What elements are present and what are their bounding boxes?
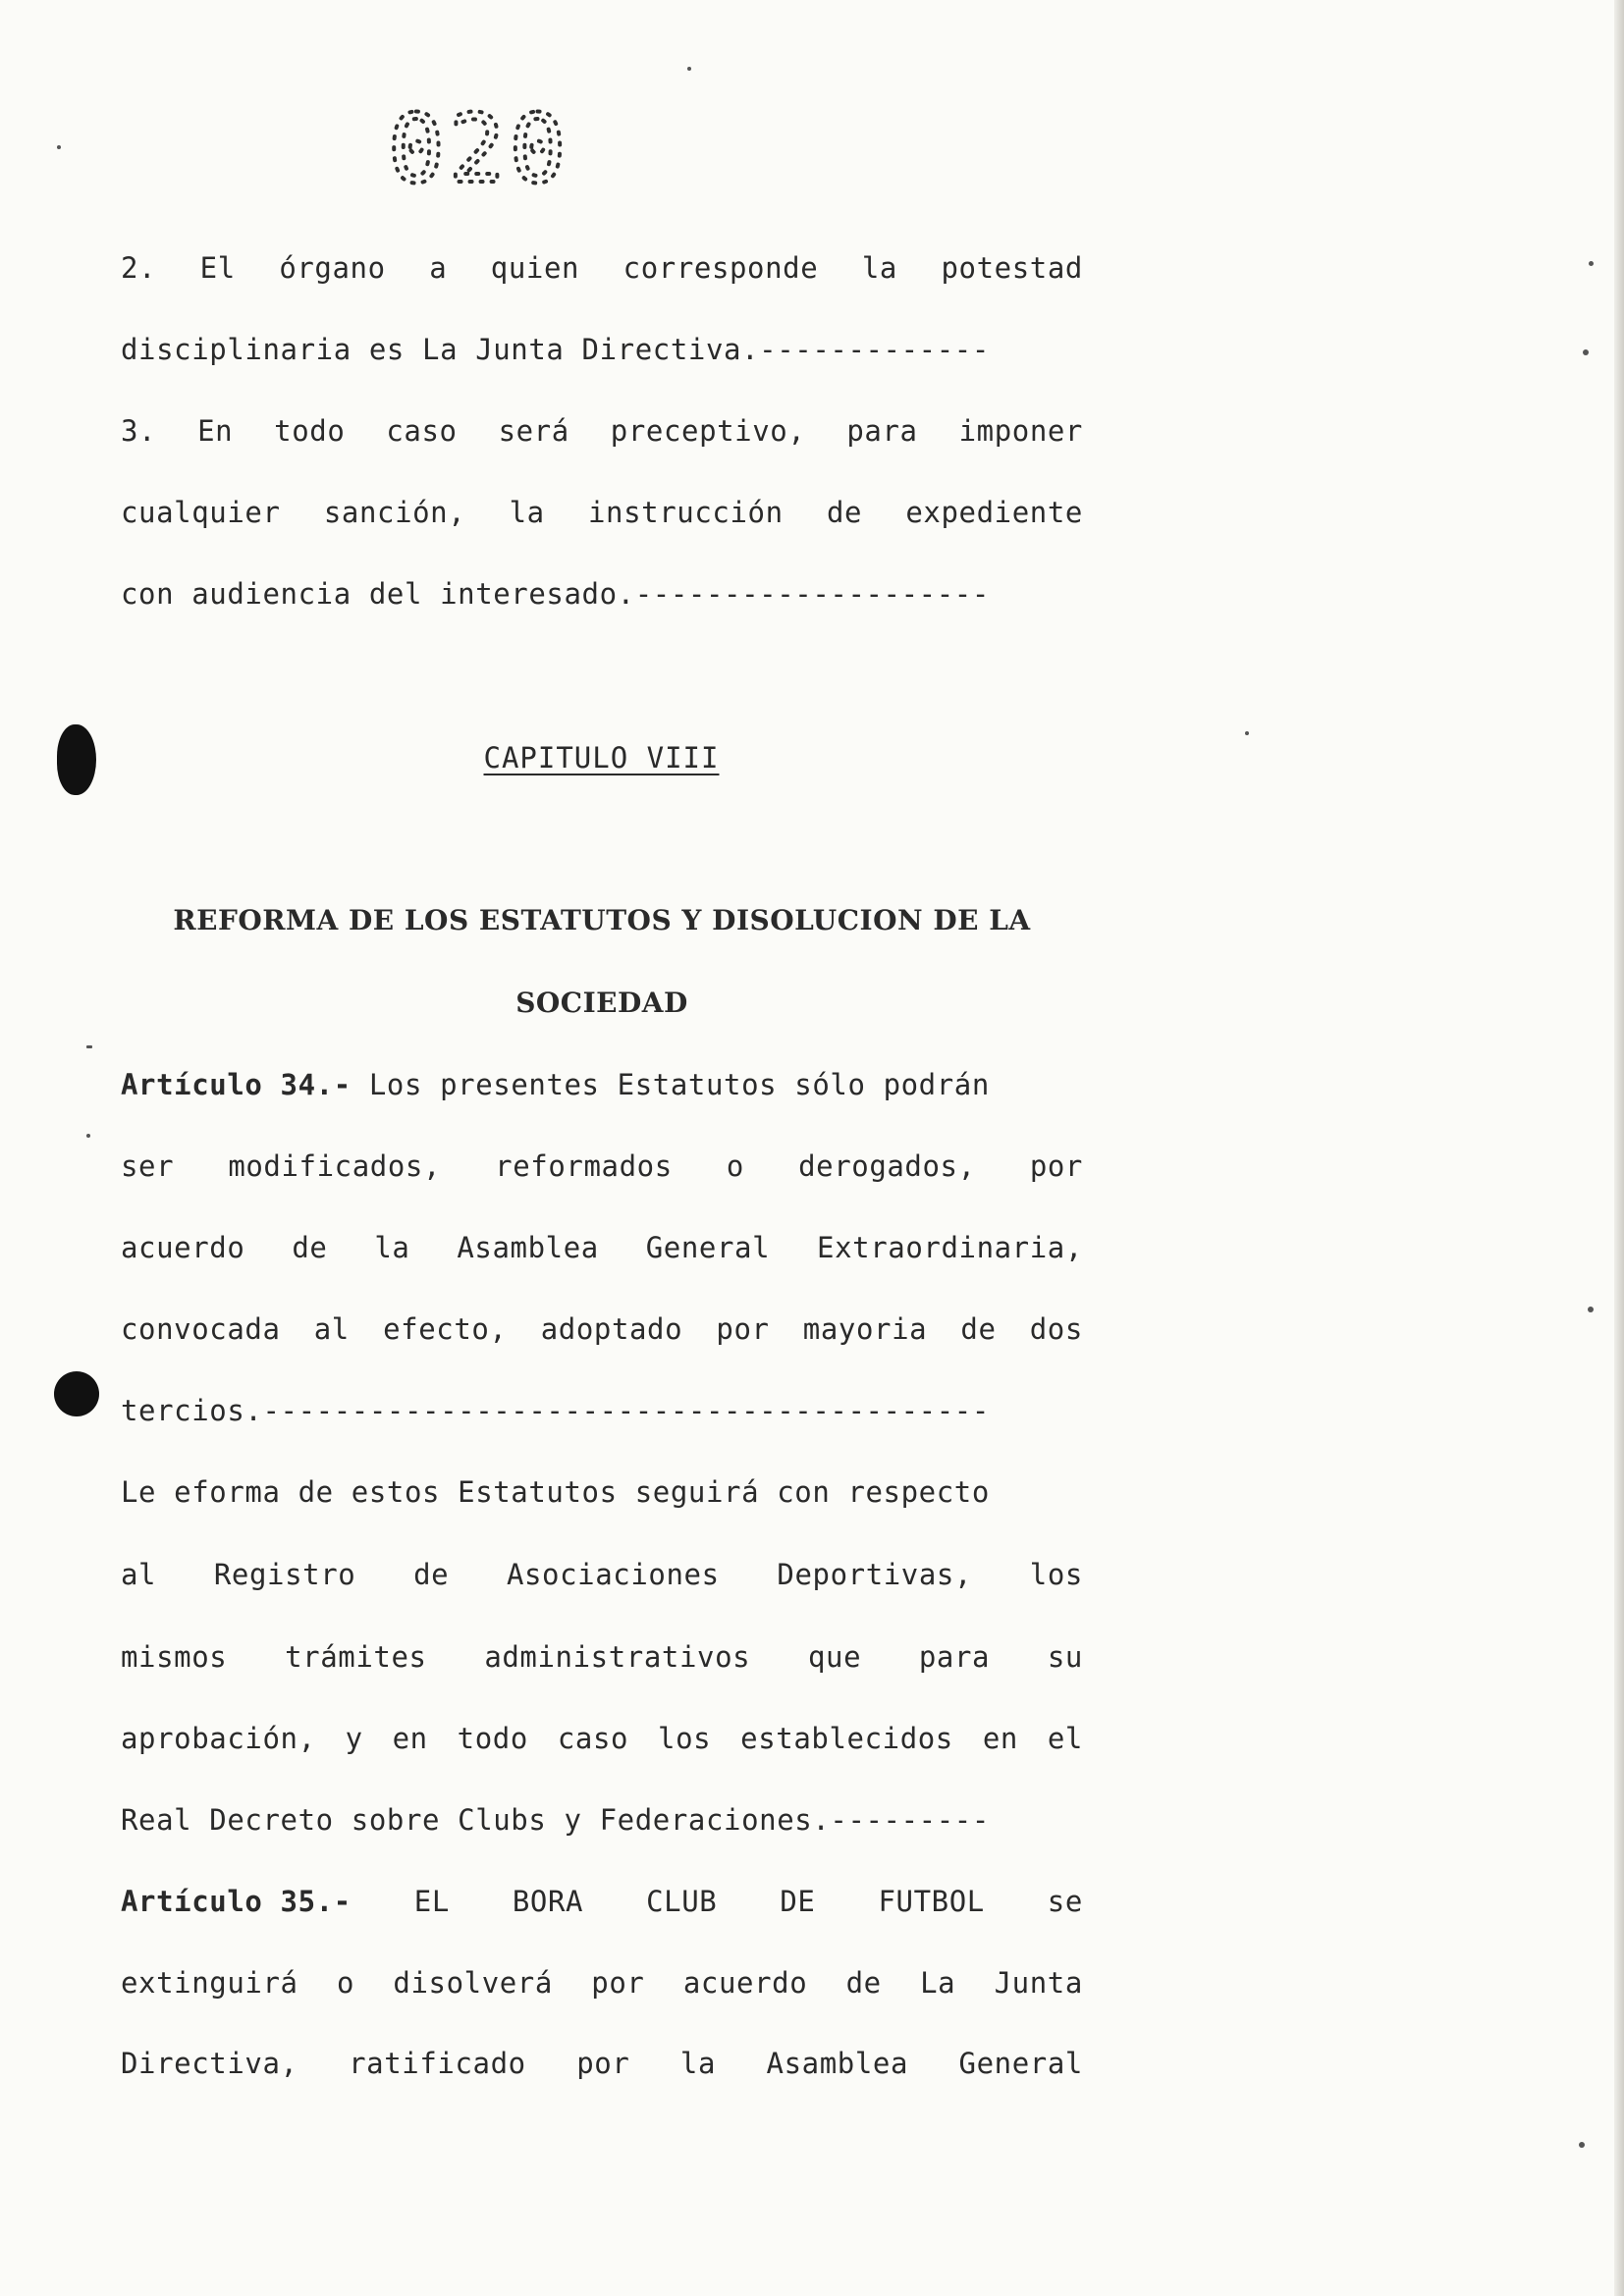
speck (57, 145, 61, 149)
article-34-line-7-word: Deportivas, (777, 1558, 973, 1591)
article-34-line-1-text: Los presentes Estatutos sólo podrán (368, 1068, 990, 1101)
article-35-line-2-word: de (845, 1966, 882, 2000)
article-35-line-1-word: CLUB (646, 1885, 718, 1918)
speck (1579, 2142, 1585, 2148)
article-35-line-1-word: FUTBOL (878, 1885, 985, 1918)
paragraph-line-2: disciplinaria es La Junta Directiva.------------- (121, 333, 990, 366)
paragraph-line-4-word: instrucción (588, 496, 784, 529)
paragraph-line-3-word: imponer (958, 414, 1083, 448)
article-34-line-4-word: adoptado (540, 1312, 683, 1346)
paragraph-line-4-word: sanción, (323, 496, 466, 529)
article-35-line-3-word: Directiva, (121, 2047, 298, 2080)
paragraph-line-1 (121, 248, 1083, 288)
paragraph-line-3-word: En (197, 414, 234, 448)
paragraph-line-4 (121, 493, 1083, 532)
paragraph-line-4-word: cualquier (121, 496, 281, 529)
speck (1583, 349, 1589, 355)
article-35-line-3-word: ratificado (349, 2047, 526, 2080)
article-34-line-4-word: de (960, 1312, 997, 1346)
speck (1245, 731, 1249, 735)
article-34-line-4 (121, 1309, 1083, 1349)
article-34-line-2-word: por (1029, 1149, 1083, 1183)
article-34-line-8-word: administrativos (484, 1640, 751, 1674)
article-34-line-8-word: para (918, 1640, 991, 1674)
article-35-line-1-word: BORA (512, 1885, 584, 1918)
article-34-line-9-word: el (1047, 1722, 1083, 1755)
article-34-line-3-word: acuerdo (121, 1231, 245, 1264)
article-34-line-9-word: en (982, 1722, 1018, 1755)
article-35-line-1-word: se (1047, 1885, 1083, 1918)
article-34-line-4-word: por (716, 1312, 770, 1346)
paragraph-line-4-word: de (826, 496, 863, 529)
paragraph-line-1-word: la (861, 251, 897, 285)
article-34-line-7-word: de (413, 1558, 450, 1591)
chapter-label-text: CAPITULO VIII (483, 741, 720, 774)
article-34-line-9-word: los (658, 1722, 712, 1755)
speck (86, 1134, 90, 1138)
article-34-line-8-word: su (1047, 1640, 1083, 1674)
article-34-line-3 (121, 1228, 1083, 1267)
article-35-line-3-word: la (679, 2047, 717, 2080)
article-34-line-2-word: o (726, 1149, 744, 1183)
article-34-line-8-word: que (807, 1640, 862, 1674)
article-35-line-2-word: La (920, 1966, 956, 2000)
article-34-line-2-word: ser (121, 1149, 175, 1183)
article-35-line-2-word: disolverá (393, 1966, 553, 2000)
article-35-line-2-word: acuerdo (682, 1966, 808, 2000)
chapter-label (0, 738, 1203, 777)
article-35-line-1 (121, 1882, 1083, 1921)
article-34-line-9-word: establecidos (740, 1722, 953, 1755)
article-34-line-3-word: General (645, 1231, 771, 1264)
article-35-line-1-word: DE (780, 1885, 816, 1918)
article-34-line-1 (121, 1065, 1083, 1104)
article-34-line-4-word: al (313, 1312, 350, 1346)
paragraph-line-3 (121, 411, 1083, 451)
perforated-page-number (388, 103, 623, 201)
article-35-line-3 (121, 2044, 1083, 2083)
article-34-line-7-word: Registro (213, 1558, 356, 1591)
article-34-line-2-word: reformados (495, 1149, 673, 1183)
article-35-line-1-word: EL (413, 1885, 450, 1918)
paragraph-line-4-word: expediente (905, 496, 1083, 529)
article-34-line-9 (121, 1719, 1083, 1758)
article-35-line-3-word: General (958, 2047, 1083, 2080)
article-34-line-9-word: en (392, 1722, 428, 1755)
speck (1589, 261, 1594, 266)
article-35-line-2 (121, 1963, 1083, 2002)
article-35-line-2-word: o (336, 1966, 355, 2000)
article-34-line-2 (121, 1147, 1083, 1186)
paragraph-line-3-word: 3. (121, 414, 157, 448)
paragraph-line-1-word: quien (490, 251, 580, 285)
article-34-line-4-word: efecto, (383, 1312, 508, 1346)
article-34-line-3-word: Asamblea (457, 1231, 599, 1264)
article-34-line-8 (121, 1637, 1083, 1677)
paragraph-line-1-word: 2. (121, 251, 157, 285)
article-34-line-4-word: dos (1029, 1312, 1083, 1346)
article-34-line-2-word: derogados, (798, 1149, 976, 1183)
stamp-number-text: 020 (388, 103, 570, 201)
paragraph-line-3-word: caso (386, 414, 458, 448)
article-34-line-9-word: todo (457, 1722, 528, 1755)
article-34-line-7-word: los (1029, 1558, 1083, 1591)
paragraph-line-3-word: para (846, 414, 918, 448)
article-34-line-6: Le eforma de estos Estatutos seguirá con respecto (121, 1475, 990, 1509)
article-34-line-4-word: mayoria (802, 1312, 928, 1346)
article-35-line-3-word: por (576, 2047, 630, 2080)
article-34-line-3-word: Extraordinaria, (817, 1231, 1083, 1264)
article-34-line-3-word: de (292, 1231, 328, 1264)
binder-hole-middle (54, 1371, 99, 1416)
article-35-line-2-word: extinguirá (121, 1966, 298, 2000)
article-35-line-2-word: Junta (994, 1966, 1083, 2000)
binder-hole-top (57, 724, 96, 795)
paragraph-line-1-word: órgano (279, 251, 386, 285)
article-34-line-4-word: convocada (121, 1312, 281, 1346)
article-34-line-7 (121, 1555, 1083, 1594)
article-34-line-2-word: modificados, (228, 1149, 442, 1183)
article-35-line-3-word: Asamblea (766, 2047, 909, 2080)
paragraph-line-3-word: preceptivo, (610, 414, 806, 448)
chapter-title-line-1: REFORMA DE LOS ESTATUTOS Y DISOLUCION DE LA (173, 904, 1031, 936)
article-34-line-10: Real Decreto sobre Clubs y Federaciones.--------- (121, 1803, 990, 1837)
article-35-line-2-word: por (591, 1966, 645, 2000)
article-34-line-8-word: trámites (285, 1640, 427, 1674)
article-34-line-3-word: la (374, 1231, 410, 1264)
paragraph-line-1-word: a (429, 251, 448, 285)
page-edge (1614, 0, 1624, 2296)
speck (1588, 1307, 1594, 1312)
paragraph-line-1-word: potestad (941, 251, 1083, 285)
article-35-label: Artículo 35.- (121, 1885, 352, 1918)
paragraph-line-3-word: todo (274, 414, 346, 448)
paragraph-line-3-word: será (498, 414, 569, 448)
speck (86, 1045, 92, 1048)
article-34-label: Artículo 34.- (121, 1068, 352, 1101)
article-34-line-9-word: caso (557, 1722, 629, 1755)
article-34-line-9-word: y (345, 1722, 363, 1755)
speck (687, 67, 691, 71)
paragraph-line-1-word: El (199, 251, 236, 285)
article-34-line-7-word: al (121, 1558, 157, 1591)
paragraph-line-5: con audiencia del interesado.-------------------- (121, 577, 990, 611)
article-34-line-8-word: mismos (121, 1640, 228, 1674)
paragraph-line-4-word: la (509, 496, 545, 529)
paragraph-line-1-word: corresponde (623, 251, 819, 285)
article-34-line-9-word: aprobación, (121, 1722, 316, 1755)
chapter-title-line-2: SOCIEDAD (515, 987, 688, 1019)
article-34-line-5: tercios.----------------------------------------- (121, 1394, 990, 1427)
article-34-line-7-word: Asociaciones (506, 1558, 720, 1591)
